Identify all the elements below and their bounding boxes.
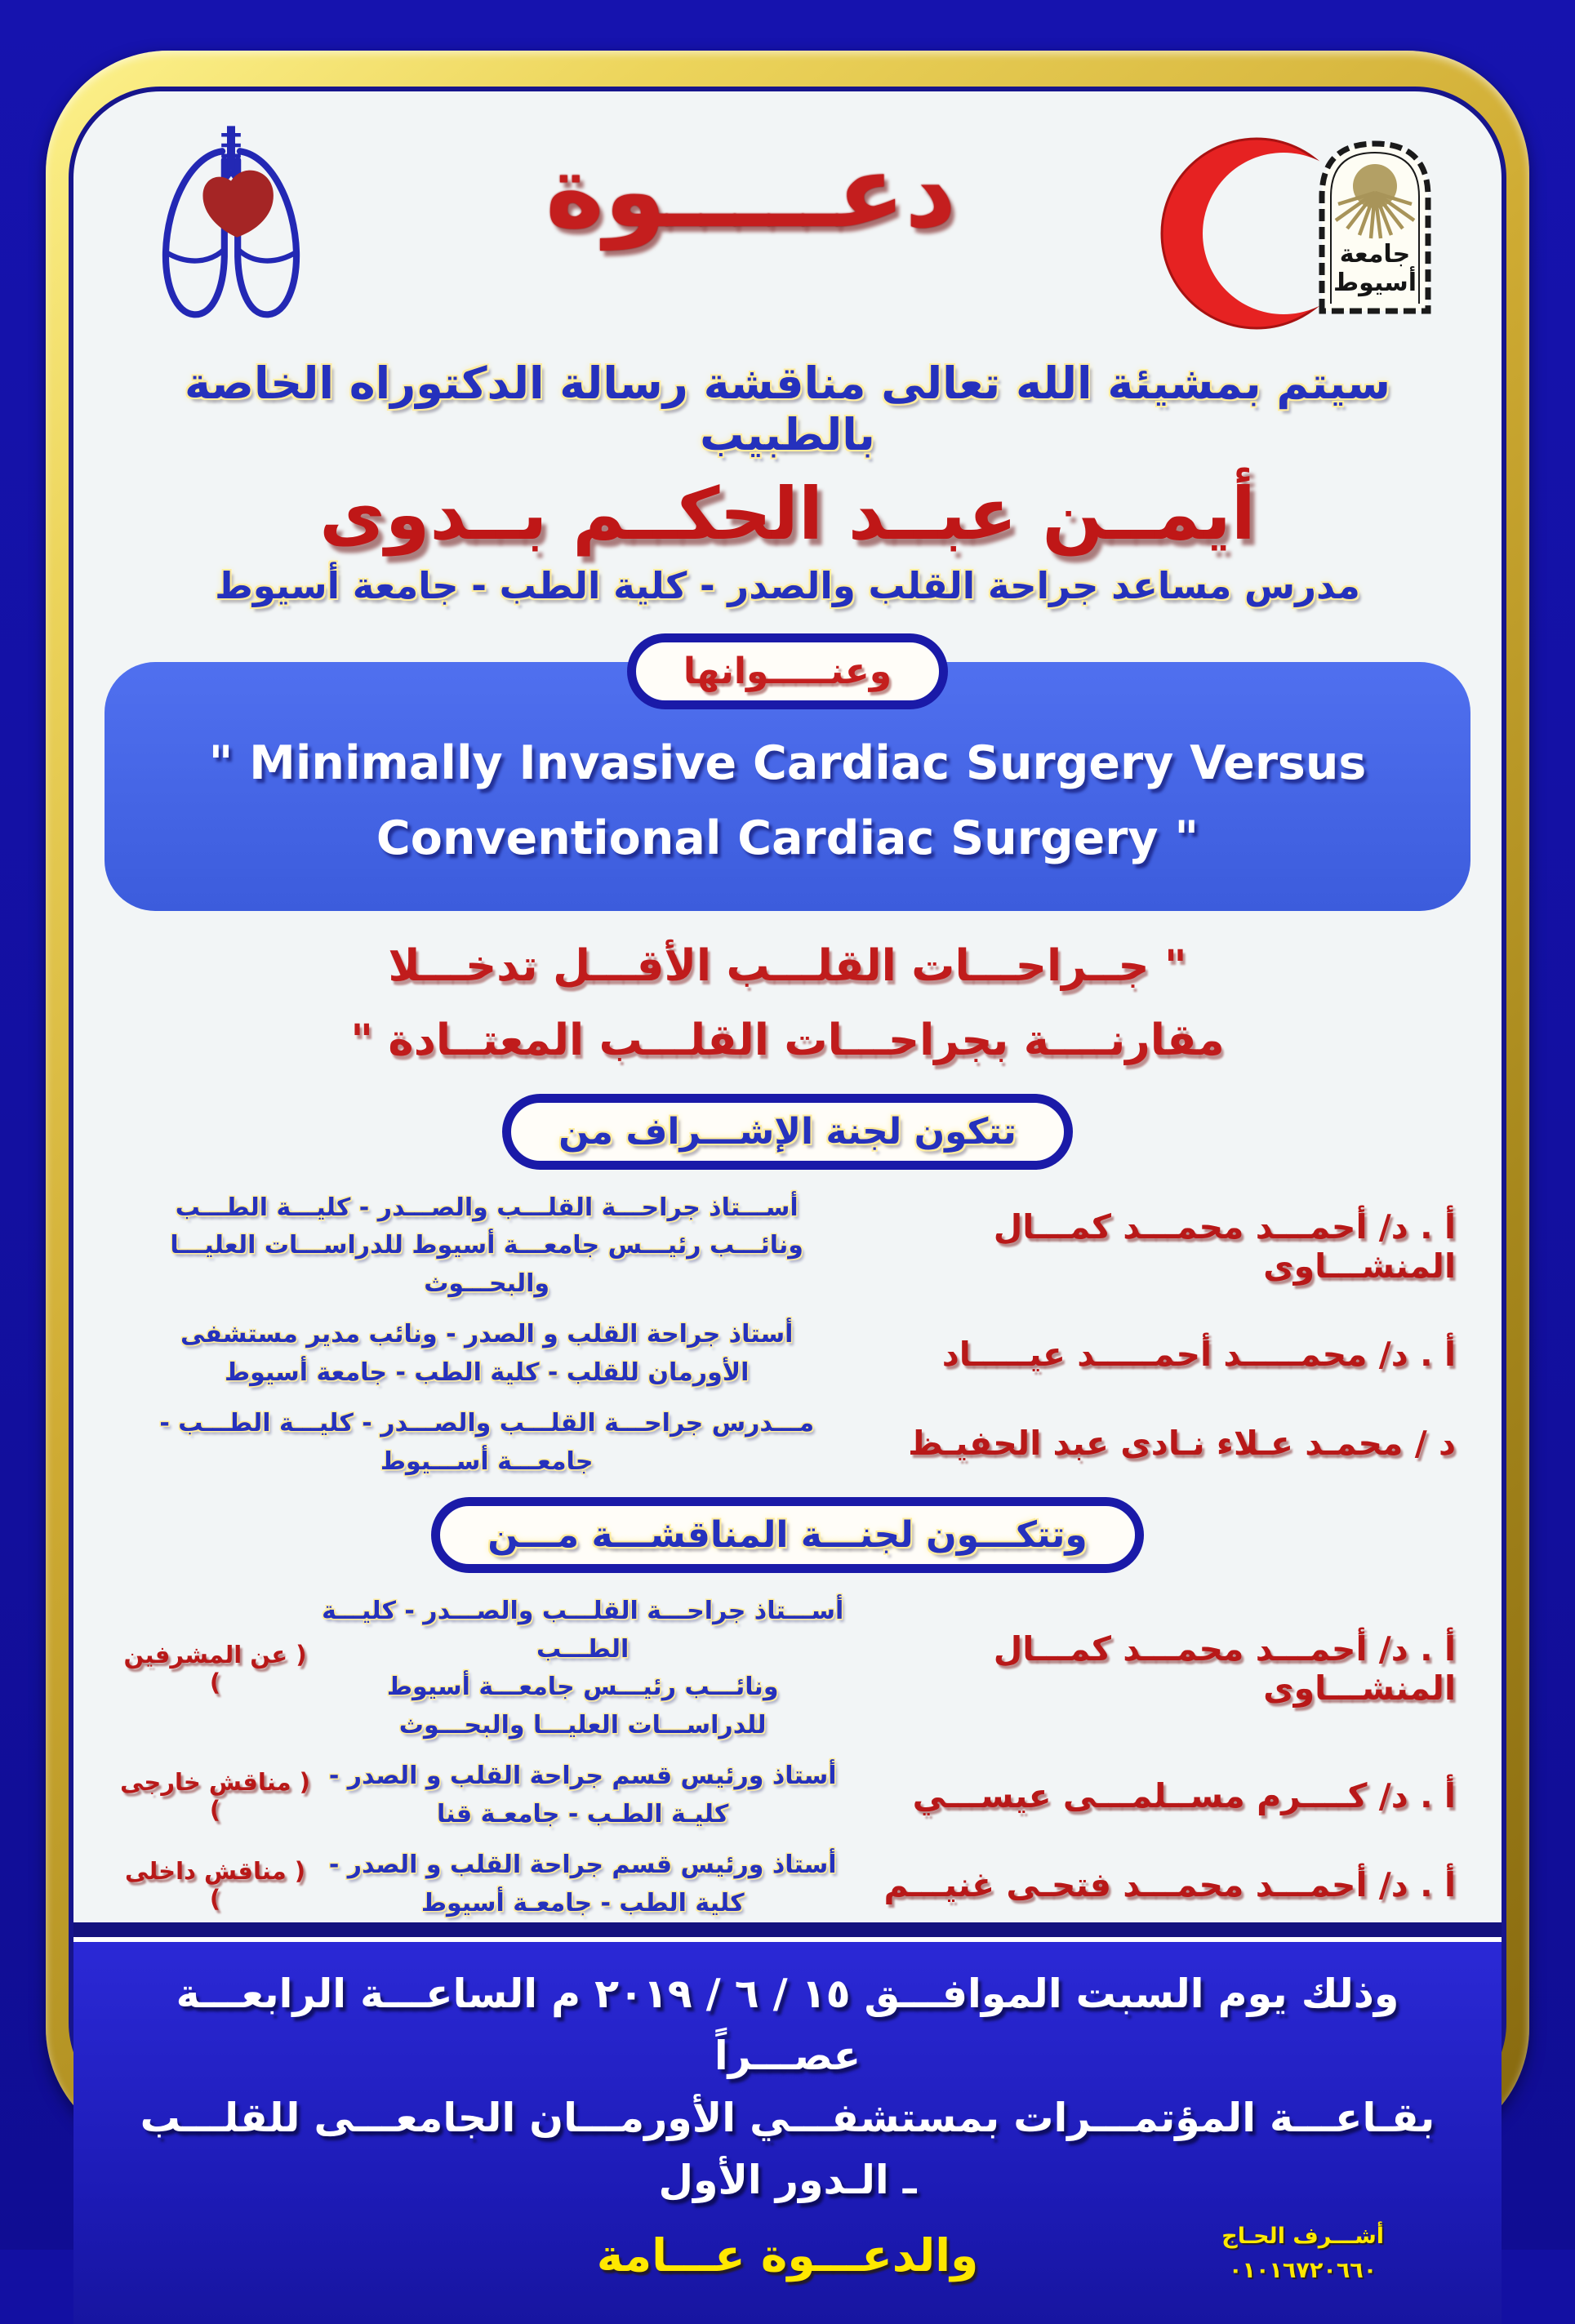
event-venue-line: بقـاعـــة المؤتمـــرات بمستشفـــي الأورمـــان الجامعـــى للقلـــب ـ الـدور الأول xyxy=(140,2095,1435,2204)
gold-frame xyxy=(46,51,1529,2284)
invitation-title: دعـــــوة xyxy=(545,134,956,250)
member-role xyxy=(119,1316,854,1392)
lungs-heart-svg xyxy=(113,113,349,358)
member-role-line1: أســـتاذ جراحـــة القلـــب والصـــدر - كليـــة الطـــب xyxy=(175,1193,799,1222)
doctor-title: مدرس مساعد جراحة القلب والصدر - كلية الطب - جامعة أسيوط xyxy=(215,564,1360,607)
supervision-committee-badge: تتكون لجنة الإشـــراف من xyxy=(502,1094,1073,1170)
member-name: أ . د/ أحمـــد محمـــد كمـــال المنشـــاوى xyxy=(993,1206,1456,1286)
member-role-line1: أستاذ ورئيس قسم جراحة القلب و الصدر - كلية الطب - جامعـة أسيوط xyxy=(328,1851,837,1917)
discussion-member-row xyxy=(73,1846,1502,1922)
footer-area xyxy=(73,1922,1502,2324)
thesis-badge-wrap xyxy=(73,633,1502,709)
event-date-line: وذلك يوم السبت الموافـــق ١٥ / ٦ / ٢٠١٩ م الساعـــة الرابعـــة عصـــراً xyxy=(176,1971,1399,2080)
member-role xyxy=(311,1593,854,1744)
contact-block xyxy=(1221,2220,1384,2288)
arabic-title-line1: " جــراحـــات القلـــب الأقـــل تدخـــلا xyxy=(388,940,1187,991)
heart-vessels xyxy=(225,240,238,267)
crescent-university-logos xyxy=(1152,113,1462,358)
member-name: أ . د/ محمـــــد أحمـــــد عيـــــاد xyxy=(941,1334,1456,1374)
member-role-line1: أستاذ جراحة القلب و الصدر - ونائب مدير مستشفى الأورمان للقلب - كلية الطب - جامعة أسيوط xyxy=(180,1320,794,1387)
member-role xyxy=(311,1757,854,1833)
member-role-line1: أستاذ ورئيس قسم جراحة القلب و الصدر - كليـة الطـب - جامعـة قنا xyxy=(328,1762,837,1829)
event-details-box xyxy=(73,1942,1502,2324)
intro-line: سيتم بمشيئة الله تعالى مناقشة رسالة الدكتوراه الخاصة بالطبيب xyxy=(185,358,1390,460)
member-role xyxy=(311,1846,854,1922)
university-name-line1: جامعة xyxy=(1339,240,1411,269)
doctor-name: أيمــن عبــد الحكــم بــدوى xyxy=(319,472,1256,556)
member-name: أ . د/ أحمـــد محمـــد كمـــال المنشـــاوى xyxy=(993,1629,1456,1709)
header-row xyxy=(73,91,1502,358)
arabic-thesis-title xyxy=(73,929,1502,1078)
member-name: أ . د/ كــــرم مســلمـــى عيســـي xyxy=(912,1775,1456,1815)
footer-separator xyxy=(73,1922,1502,1937)
arabic-title-line2: مقارنــــة بجراحـــات القلـــب المعتــادة " xyxy=(350,1015,1225,1065)
member-role xyxy=(119,1405,854,1481)
discussion-member-row xyxy=(73,1593,1502,1744)
member-tag: ( عن المشرفين ) xyxy=(123,1641,307,1697)
member-name: د / محمـد عـلاء نـادى عبد الحفيـظ xyxy=(908,1423,1456,1463)
english-title-line1: " Minimally Invasive Cardiac Surgery Versus xyxy=(208,736,1367,790)
university-emblem-icon xyxy=(1322,144,1428,311)
contact-name: أشـــرف الحـاج xyxy=(1221,2224,1384,2250)
member-name: أ . د/ أحمـــد محمـــد فتحـى غنيـــم xyxy=(883,1864,1456,1904)
heart-icon xyxy=(202,171,273,238)
supervision-member-row xyxy=(73,1189,1502,1304)
discussion-badge-wrap xyxy=(73,1497,1502,1573)
supervision-member-row xyxy=(73,1316,1502,1392)
member-tag: ( مناقش خارجى ) xyxy=(120,1767,310,1824)
member-role-line2: ونائـــب رئيـــس جامعـــة أسيوط للدراســـات العليـــا والبحـــوث xyxy=(386,1673,779,1740)
supervision-badge-wrap xyxy=(73,1094,1502,1170)
thesis-title-badge: وعنـــــوانها xyxy=(627,633,948,709)
member-role-line2: ونائـــب رئيـــس جامعـــة أسيوط للدراســـات العليـــا والبحـــوث xyxy=(170,1231,803,1298)
lungs-heart-icon xyxy=(113,113,349,358)
crescent-emblem-svg xyxy=(1152,113,1462,358)
member-role-line1: مـــدرس جراحـــة القلـــب والصـــدر - كليـــة الطـــب - جامعـــة أســـيوط xyxy=(159,1409,815,1476)
supervision-member-row xyxy=(73,1405,1502,1481)
footer-bottom-row xyxy=(131,2220,1444,2308)
discussion-committee-badge: وتتكـــون لجنـــة المناقشـــة مـــن xyxy=(431,1497,1144,1573)
english-title-line2: Conventional Cardiac Surgery " xyxy=(376,811,1199,866)
university-name-line2: أسيوط xyxy=(1333,269,1417,297)
member-role-line1: أســـتاذ جراحـــة القلـــب والصـــدر - كليـــة الطـــب xyxy=(322,1597,844,1664)
contact-phone: ٠١٠١٦٧٢٠٦٦٠ xyxy=(1228,2258,1377,2284)
member-tag: ( مناقش داخلى ) xyxy=(124,1856,305,1913)
member-role xyxy=(119,1189,854,1304)
public-invitation-note: والدعـــوة عـــامة xyxy=(596,2229,979,2282)
poster-content xyxy=(69,87,1506,2284)
discussion-member-row xyxy=(73,1757,1502,1833)
